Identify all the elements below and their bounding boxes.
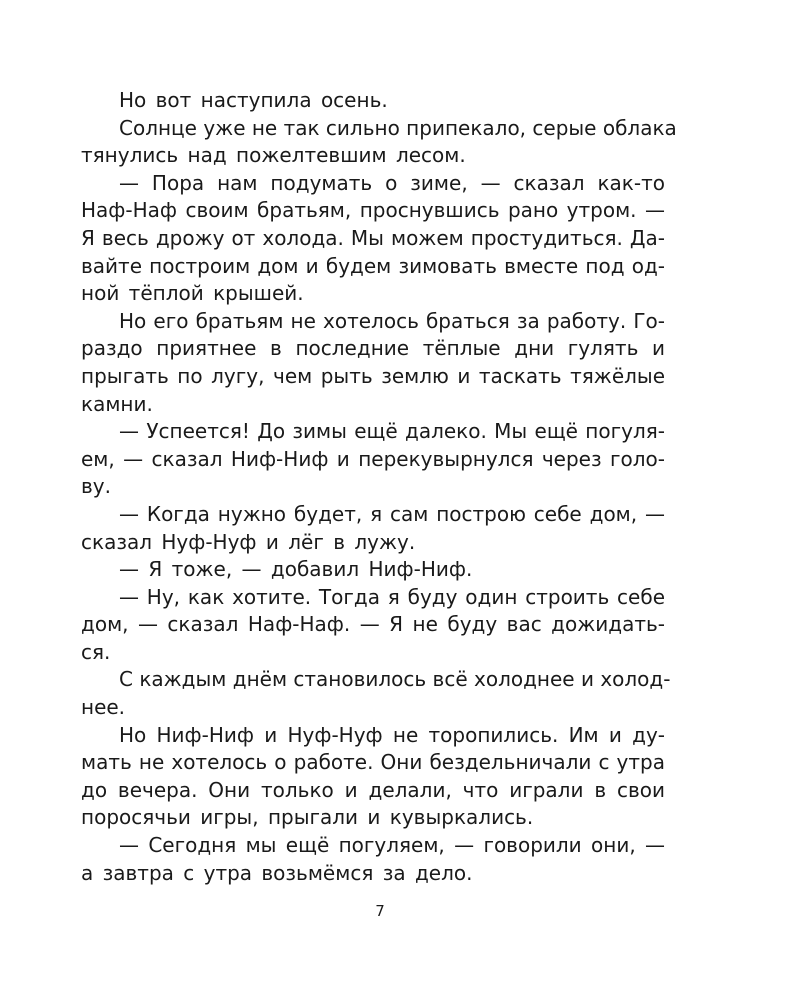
text-line: раздо приятнее в последние тёплые дни гулять и [81, 336, 665, 361]
text-line: поросячьи игры, прыгали и кувыркались. [81, 805, 534, 830]
text-line: ся. [81, 639, 111, 664]
text-line: Но Ниф-Ниф и Нуф-Нуф не торопились. Им и ду- [119, 722, 665, 747]
page-number: 7 [375, 902, 385, 920]
text-line: сказал Нуф-Нуф и лёг в лужу. [81, 529, 416, 554]
text-line: дом, — сказал Наф-Наф. — Я не буду вас дожидать- [81, 612, 665, 637]
text-line: С каждым днём становилось всё холоднее и холод- [119, 667, 671, 692]
text-line: камни. [81, 391, 153, 416]
text-line: — Я тоже, — добавил Ниф-Ниф. [119, 557, 473, 582]
text-line: мать не хотелось о работе. Они бездельничали с утра [81, 750, 665, 775]
text-line: прыгать по лугу, чем рыть землю и таскать тяжёлые [81, 363, 665, 388]
text-line: — Когда нужно будет, я сам построю себе дом, — [119, 501, 665, 526]
text-line: нее. [81, 695, 126, 720]
text-line: Я весь дрожу от холода. Мы можем простудиться. Да- [81, 225, 665, 250]
text-line: — Сегодня мы ещё погуляем, — говорили они, — [119, 833, 665, 858]
text-line: Но вот наступила осень. [119, 88, 388, 112]
text-line: а завтра с утра возьмёмся за дело. [81, 860, 473, 885]
text-line: — Успеется! До зимы ещё далеко. Мы ещё погуля- [119, 419, 665, 444]
text-line: ной тёплой крышей. [81, 281, 304, 306]
text-line: до вечера. Они только и делали, что играли в свои [81, 777, 665, 802]
text-line: вайте построим дом и будем зимовать вместе под од- [81, 253, 665, 278]
text-line: Наф-Наф своим братьям, проснувшись рано утром. — [81, 198, 665, 223]
text-line: Солнце уже не так сильно припекало, серые облака [119, 115, 677, 140]
text-line: тянулись над пожелтевшим лесом. [81, 143, 466, 168]
text-line: — Пора нам подумать о зиме, — сказал как-то [119, 170, 665, 195]
text-line: Но его братьям не хотелось браться за работу. Го- [119, 308, 665, 333]
text-line: ем, — сказал Ниф-Ниф и перекувырнулся через голо- [81, 446, 665, 471]
text-line: — Ну, как хотите. Тогда я буду один строить себе [119, 584, 665, 609]
story-text [81, 87, 677, 887]
text-line: ву. [81, 474, 111, 499]
